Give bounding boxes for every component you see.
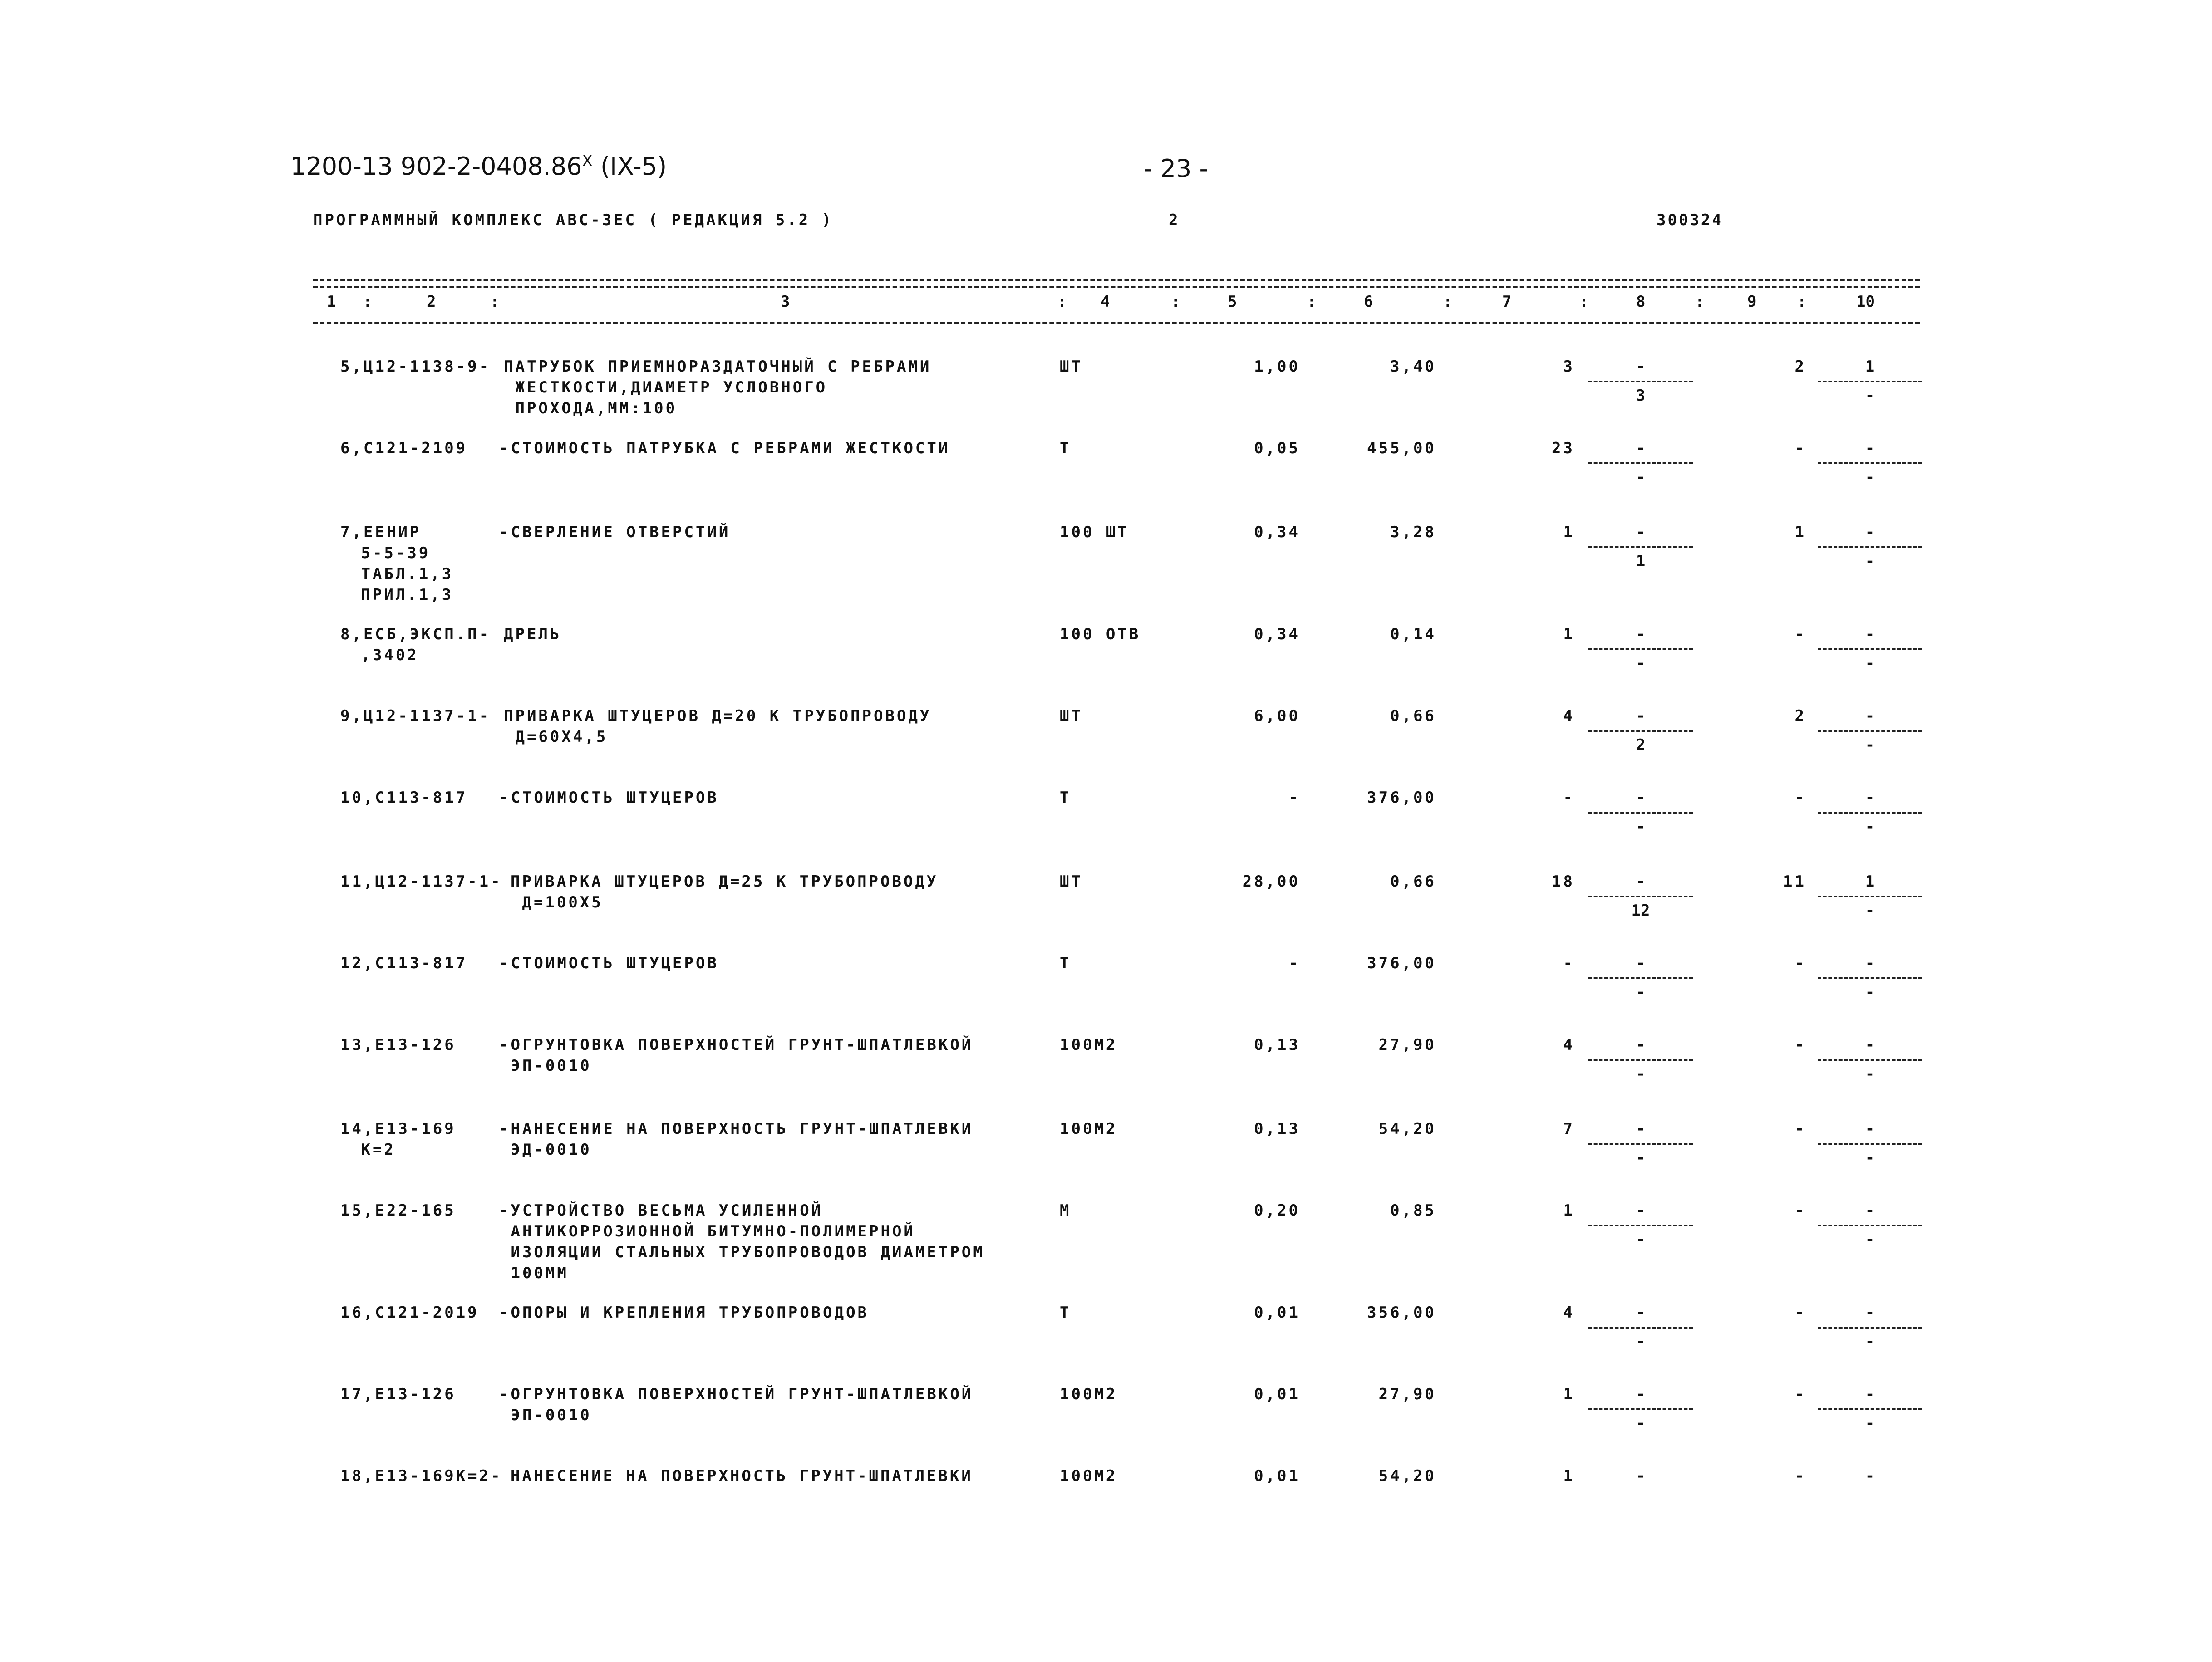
row-col8-fraction (1588, 953, 1693, 1003)
row-col10-fraction (1818, 438, 1922, 488)
row-col8-fraction-top: - (1636, 954, 1646, 972)
row-col10-fraction-top: - (1865, 625, 1875, 643)
row-col8-fraction-top: - (1636, 1201, 1646, 1220)
column-header: 2 (427, 293, 436, 311)
row-col10-fraction-bottom: - (1865, 1149, 1875, 1167)
row-unit: 100М2 (1060, 1036, 1118, 1054)
program-number: 2 (1169, 211, 1178, 229)
header-rule (313, 322, 1920, 324)
row-quantity: 0,13 (1254, 1036, 1300, 1054)
row-description: -СТОИМОСТЬ ШТУЦЕРОВ (499, 954, 719, 972)
row-price: 27,90 (1378, 1385, 1436, 1403)
row-col9: - (1794, 1304, 1806, 1322)
row-col10-fraction-top: 1 (1865, 873, 1875, 891)
row-col8-fraction-bar (1588, 1143, 1693, 1145)
row-col10-fraction-bar (1818, 1408, 1922, 1410)
row-col8-fraction-top: - (1636, 1467, 1646, 1485)
row-code: 5,Ц12-1138-9- (340, 358, 491, 376)
row-col8-fraction-top: - (1636, 789, 1646, 807)
row-col10-fraction (1818, 1200, 1922, 1250)
row-code: 7,ЕЕНИР (340, 523, 422, 541)
row-col8-fraction-top: - (1636, 873, 1646, 891)
row-price: 376,00 (1367, 789, 1436, 807)
row-code: 10,С113-817 (340, 789, 468, 807)
row-col8-fraction-bar (1588, 1059, 1693, 1061)
row-col8-fraction-bar (1588, 812, 1693, 814)
row-col10-fraction-bottom: - (1865, 1333, 1875, 1351)
row-col10-fraction (1818, 871, 1922, 921)
column-header: : (1579, 293, 1589, 311)
row-col10-fraction (1818, 1384, 1922, 1434)
row-col10-fraction (1818, 356, 1922, 406)
row-unit: ШТ (1060, 873, 1083, 891)
row-col10-fraction-bottom: - (1865, 983, 1875, 1001)
page-number: - 23 - (1144, 154, 1209, 183)
column-header: : (1695, 293, 1705, 311)
row-col9: - (1794, 1036, 1806, 1054)
row-col10-fraction-bar (1818, 381, 1922, 382)
row-col10-fraction-bar (1818, 1059, 1922, 1061)
row-code: 13,Е13-126 (340, 1036, 456, 1054)
row-quantity: 28,00 (1242, 873, 1300, 891)
row-col7: 4 (1563, 1036, 1575, 1054)
row-description: -СТОИМОСТЬ ПАТРУБКА С РЕБРАМИ ЖЕСТКОСТИ (499, 439, 950, 457)
row-col7: 3 (1563, 358, 1575, 376)
row-col8-fraction (1588, 356, 1693, 406)
row-col8-fraction-top: - (1636, 1385, 1646, 1403)
row-unit: Т (1060, 1304, 1072, 1322)
column-header: : (363, 293, 373, 311)
row-col9: - (1794, 954, 1806, 972)
row-col8-fraction (1588, 1200, 1693, 1250)
row-col10-fraction (1818, 1466, 1922, 1486)
column-header: 6 (1364, 293, 1373, 311)
row-code: 11,Ц12-1137-1- (340, 873, 502, 891)
row-col10-fraction-bottom: - (1865, 902, 1875, 920)
row-col8-fraction-bar (1588, 730, 1693, 732)
column-header: 8 (1636, 293, 1646, 311)
row-col10-fraction-bottom: - (1865, 387, 1875, 405)
row-price: 376,00 (1367, 954, 1436, 972)
row-col8-fraction-bar (1588, 546, 1693, 548)
row-col8-fraction-bottom: - (1636, 1414, 1646, 1432)
row-col8-fraction-bottom: - (1636, 818, 1646, 836)
row-col8-fraction (1588, 706, 1693, 755)
row-col7: 7 (1563, 1120, 1575, 1138)
row-col8-fraction-bottom: 1 (1636, 552, 1646, 570)
row-col10-fraction-top: - (1865, 1036, 1875, 1054)
row-price: 3,40 (1390, 358, 1436, 376)
row-col10-fraction-bar (1818, 546, 1922, 548)
row-quantity: 0,34 (1254, 625, 1300, 643)
row-quantity: 0,01 (1254, 1304, 1300, 1322)
row-col10-fraction (1818, 624, 1922, 674)
row-col10-fraction-bottom: - (1865, 736, 1875, 754)
row-col10-fraction-top: - (1865, 1304, 1875, 1322)
row-price: 0,14 (1390, 625, 1436, 643)
row-description: -НАНЕСЕНИЕ НА ПОВЕРХНОСТЬ ГРУНТ-ШПАТЛЕВКИ ЭД-0010 (499, 1120, 973, 1159)
row-quantity: - (1288, 954, 1300, 972)
row-code-extra: К=2 (349, 1141, 396, 1159)
row-col9: - (1794, 1467, 1806, 1485)
row-col8-fraction-bottom: - (1636, 1149, 1646, 1167)
row-col7: 4 (1563, 707, 1575, 725)
row-col7: 23 (1552, 439, 1575, 457)
row-col10-fraction-bottom: - (1865, 818, 1875, 836)
column-header: 10 (1856, 293, 1875, 311)
row-unit: 100М2 (1060, 1120, 1118, 1138)
row-col10-fraction-top: - (1865, 1120, 1875, 1138)
row-col8-fraction-bar (1588, 1225, 1693, 1226)
row-col8-fraction-bar (1588, 381, 1693, 382)
row-unit: 100 ШТ (1060, 523, 1129, 541)
row-description: -ОПОРЫ И КРЕПЛЕНИЯ ТРУБОПРОВОДОВ (499, 1304, 870, 1322)
row-description: -ОГРУНТОВКА ПОВЕРХНОСТЕЙ ГРУНТ-ШПАТЛЕВКОЙ ЭП-0010 (499, 1036, 973, 1075)
row-col10-fraction (1818, 1118, 1922, 1168)
row-col10-fraction (1818, 1034, 1922, 1084)
row-col7: 1 (1563, 1201, 1575, 1220)
row-col7: - (1563, 954, 1575, 972)
row-col10-fraction-top: - (1865, 1385, 1875, 1403)
row-col8-fraction-bar (1588, 1408, 1693, 1410)
row-code-extra: ,3402 (349, 646, 419, 664)
row-col8-fraction (1588, 871, 1693, 921)
row-col7: 18 (1552, 873, 1575, 891)
row-col10-fraction-bar (1818, 1225, 1922, 1226)
top-rule-2 (313, 286, 1920, 288)
row-quantity: 0,13 (1254, 1120, 1300, 1138)
row-col8-fraction (1588, 1034, 1693, 1084)
column-header: 7 (1502, 293, 1512, 311)
row-col10-fraction-bar (1818, 648, 1922, 650)
row-quantity: 0,01 (1254, 1467, 1300, 1485)
program-code: 300324 (1657, 211, 1723, 229)
row-col9: 1 (1794, 523, 1806, 541)
row-col8-fraction-top: - (1636, 1036, 1646, 1054)
row-price: 455,00 (1367, 439, 1436, 457)
row-col10-fraction-bar (1818, 1327, 1922, 1329)
row-col8-fraction-top: - (1636, 358, 1646, 376)
row-unit: Т (1060, 954, 1072, 972)
row-code: 9,Ц12-1137-1- (340, 707, 491, 725)
row-price: 3,28 (1390, 523, 1436, 541)
column-header: 5 (1228, 293, 1237, 311)
row-code: 16,С121-2019 (340, 1304, 479, 1322)
row-unit: 100М2 (1060, 1385, 1118, 1403)
row-col10-fraction-top: - (1865, 1467, 1875, 1485)
program-title: ПРОГРАММНЫЙ КОМПЛЕКС АВС-ЗЕС ( РЕДАКЦИЯ 5.2 ) (313, 211, 834, 229)
row-col8-fraction-top: - (1636, 1304, 1646, 1322)
row-quantity: 1,00 (1254, 358, 1300, 376)
row-col8-fraction-bar (1588, 1327, 1693, 1329)
row-description: -УСТРОЙСТВО ВЕСЬМА УСИЛЕННОЙ АНТИКОРРОЗИОННОЙ БИТУМНО-ПОЛИМЕРНОЙ ИЗОЛЯЦИИ СТАЛЬНЫХ ТРУБОПРОВОДОВ ДИАМЕТРОМ 100ММ (499, 1201, 985, 1282)
column-header: 3 (781, 293, 790, 311)
row-col10-fraction-bottom: - (1865, 1414, 1875, 1432)
row-col10-fraction-top: - (1865, 954, 1875, 972)
row-col10-fraction-bar (1818, 730, 1922, 732)
row-col8-fraction-top: - (1636, 625, 1646, 643)
row-price: 0,66 (1390, 873, 1436, 891)
row-col8-fraction-bottom: - (1636, 1333, 1646, 1351)
row-col8-fraction (1588, 522, 1693, 572)
row-col10-fraction-top: - (1865, 439, 1875, 457)
row-description: -ОГРУНТОВКА ПОВЕРХНОСТЕЙ ГРУНТ-ШПАТЛЕВКОЙ ЭП-0010 (499, 1385, 973, 1424)
row-col8-fraction (1588, 1384, 1693, 1434)
row-col7: 4 (1563, 1304, 1575, 1322)
row-col8-fraction (1588, 438, 1693, 488)
row-col9: - (1794, 789, 1806, 807)
row-col8-fraction-bottom: 12 (1631, 902, 1650, 920)
row-col7: 1 (1563, 625, 1575, 643)
row-price: 54,20 (1378, 1120, 1436, 1138)
row-col10-fraction-bottom: - (1865, 468, 1875, 486)
row-col10-fraction-top: - (1865, 523, 1875, 541)
row-col10-fraction-top: - (1865, 789, 1875, 807)
row-col8-fraction (1588, 624, 1693, 674)
row-price: 0,66 (1390, 707, 1436, 725)
row-quantity: 0,01 (1254, 1385, 1300, 1403)
row-col10-fraction (1818, 787, 1922, 837)
row-code: 12,С113-817 (340, 954, 468, 972)
row-col7: 1 (1563, 523, 1575, 541)
row-col9: - (1794, 439, 1806, 457)
row-col8-fraction-top: - (1636, 439, 1646, 457)
column-header: : (490, 293, 500, 311)
row-col8-fraction-bar (1588, 896, 1693, 897)
row-col8-fraction-bar (1588, 462, 1693, 464)
column-header: 9 (1747, 293, 1757, 311)
row-description: ПАТРУБОК ПРИЕМНОРАЗДАТОЧНЫЙ С РЕБРАМИ ЖЕСТКОСТИ,ДИАМЕТР УСЛОВНОГО ПРОХОДА,ММ:100 (504, 358, 932, 417)
row-col8-fraction (1588, 787, 1693, 837)
row-description: ДРЕЛЬ (504, 625, 562, 643)
row-col9: - (1794, 1385, 1806, 1403)
row-col9: - (1794, 1120, 1806, 1138)
row-col10-fraction-bar (1818, 1143, 1922, 1145)
row-col8-fraction (1588, 1118, 1693, 1168)
row-col8-fraction-bottom: - (1636, 983, 1646, 1001)
row-col10-fraction-top: 1 (1865, 358, 1875, 376)
column-header: : (1797, 293, 1807, 311)
top-rule (313, 279, 1920, 281)
row-quantity: 0,05 (1254, 439, 1300, 457)
row-col9: 2 (1794, 358, 1806, 376)
row-quantity: 0,34 (1254, 523, 1300, 541)
row-col8-fraction-bottom: - (1636, 654, 1646, 672)
row-code: 17,Е13-126 (340, 1385, 456, 1403)
document-code: 1200-13 $902-2-0408.86^X$ (IX-5) (290, 152, 667, 181)
row-quantity: - (1288, 789, 1300, 807)
row-col10-fraction-top: - (1865, 1201, 1875, 1220)
row-description: НАНЕСЕНИЕ НА ПОВЕРХНОСТЬ ГРУНТ-ШПАТЛЕВКИ (511, 1467, 973, 1485)
row-col10-fraction-top: - (1865, 707, 1875, 725)
row-code: 15,Е22-165 (340, 1201, 456, 1220)
column-header: 1 (327, 293, 336, 311)
row-col10-fraction-bar (1818, 462, 1922, 464)
row-col7: - (1563, 789, 1575, 807)
row-code-extra: 5-5-39 ТАБЛ.1,3 ПРИЛ.1,3 (361, 544, 454, 604)
row-col8-fraction-bar (1588, 977, 1693, 979)
row-code: 14,Е13-169 (340, 1120, 456, 1138)
row-col8-fraction (1588, 1302, 1693, 1352)
row-col8-fraction-bottom: 2 (1636, 736, 1646, 754)
row-description: -СТОИМОСТЬ ШТУЦЕРОВ (499, 789, 719, 807)
row-description: -СВЕРЛЕНИЕ ОТВЕРСТИЙ (499, 523, 731, 541)
row-unit: ШТ (1060, 707, 1083, 725)
row-col10-fraction-bar (1818, 812, 1922, 814)
row-code: 8,ЕСБ,ЭКСП.П- (340, 625, 491, 643)
column-header: : (1057, 293, 1067, 311)
row-col10-fraction-bottom: - (1865, 552, 1875, 570)
row-price: 0,85 (1390, 1201, 1436, 1220)
row-col7: 1 (1563, 1467, 1575, 1485)
row-unit: ШТ (1060, 358, 1083, 376)
row-col9: - (1794, 625, 1806, 643)
row-col9: - (1794, 1201, 1806, 1220)
column-header: : (1171, 293, 1180, 311)
row-unit: М (1060, 1201, 1072, 1220)
row-col10-fraction-bar (1818, 977, 1922, 979)
row-col10-fraction (1818, 953, 1922, 1003)
row-col10-fraction-bottom: - (1865, 654, 1875, 672)
row-quantity: 0,20 (1254, 1201, 1300, 1220)
row-col8-fraction-bottom: 3 (1636, 387, 1646, 405)
row-col10-fraction (1818, 522, 1922, 572)
row-col8-fraction-bar (1588, 648, 1693, 650)
row-col8-fraction-top: - (1636, 1120, 1646, 1138)
row-col10-fraction-bottom: - (1865, 1231, 1875, 1249)
row-col8-fraction-bottom: - (1636, 1065, 1646, 1083)
row-unit: 100 ОТВ (1060, 625, 1141, 643)
row-unit: Т (1060, 439, 1072, 457)
row-code: 6,С121-2109 (340, 439, 468, 457)
column-header: 4 (1101, 293, 1110, 311)
row-col10-fraction-bar (1818, 896, 1922, 897)
row-unit: 100М2 (1060, 1467, 1118, 1485)
row-col8-fraction (1588, 1466, 1693, 1486)
row-code: 18,Е13-169К=2- (340, 1467, 502, 1485)
row-col10-fraction (1818, 1302, 1922, 1352)
row-col7: 1 (1563, 1385, 1575, 1403)
row-col9: 2 (1794, 707, 1806, 725)
column-header: : (1443, 293, 1453, 311)
row-col10-fraction-bottom: - (1865, 1065, 1875, 1083)
row-col10-fraction (1818, 706, 1922, 755)
row-price: 356,00 (1367, 1304, 1436, 1322)
row-price: 27,90 (1378, 1036, 1436, 1054)
column-header: : (1307, 293, 1317, 311)
row-description: ПРИВАРКА ШТУЦЕРОВ Д=20 К ТРУБОПРОВОДУ Д=60X4,5 (504, 707, 932, 746)
row-col8-fraction-top: - (1636, 523, 1646, 541)
row-col8-fraction-bottom: - (1636, 1231, 1646, 1249)
row-description: ПРИВАРКА ШТУЦЕРОВ Д=25 К ТРУБОПРОВОДУ Д=100X5 (511, 873, 939, 912)
row-price: 54,20 (1378, 1467, 1436, 1485)
row-col9: 11 (1783, 873, 1806, 891)
row-col8-fraction-bottom: - (1636, 468, 1646, 486)
row-unit: Т (1060, 789, 1072, 807)
row-col8-fraction-top: - (1636, 707, 1646, 725)
row-quantity: 6,00 (1254, 707, 1300, 725)
